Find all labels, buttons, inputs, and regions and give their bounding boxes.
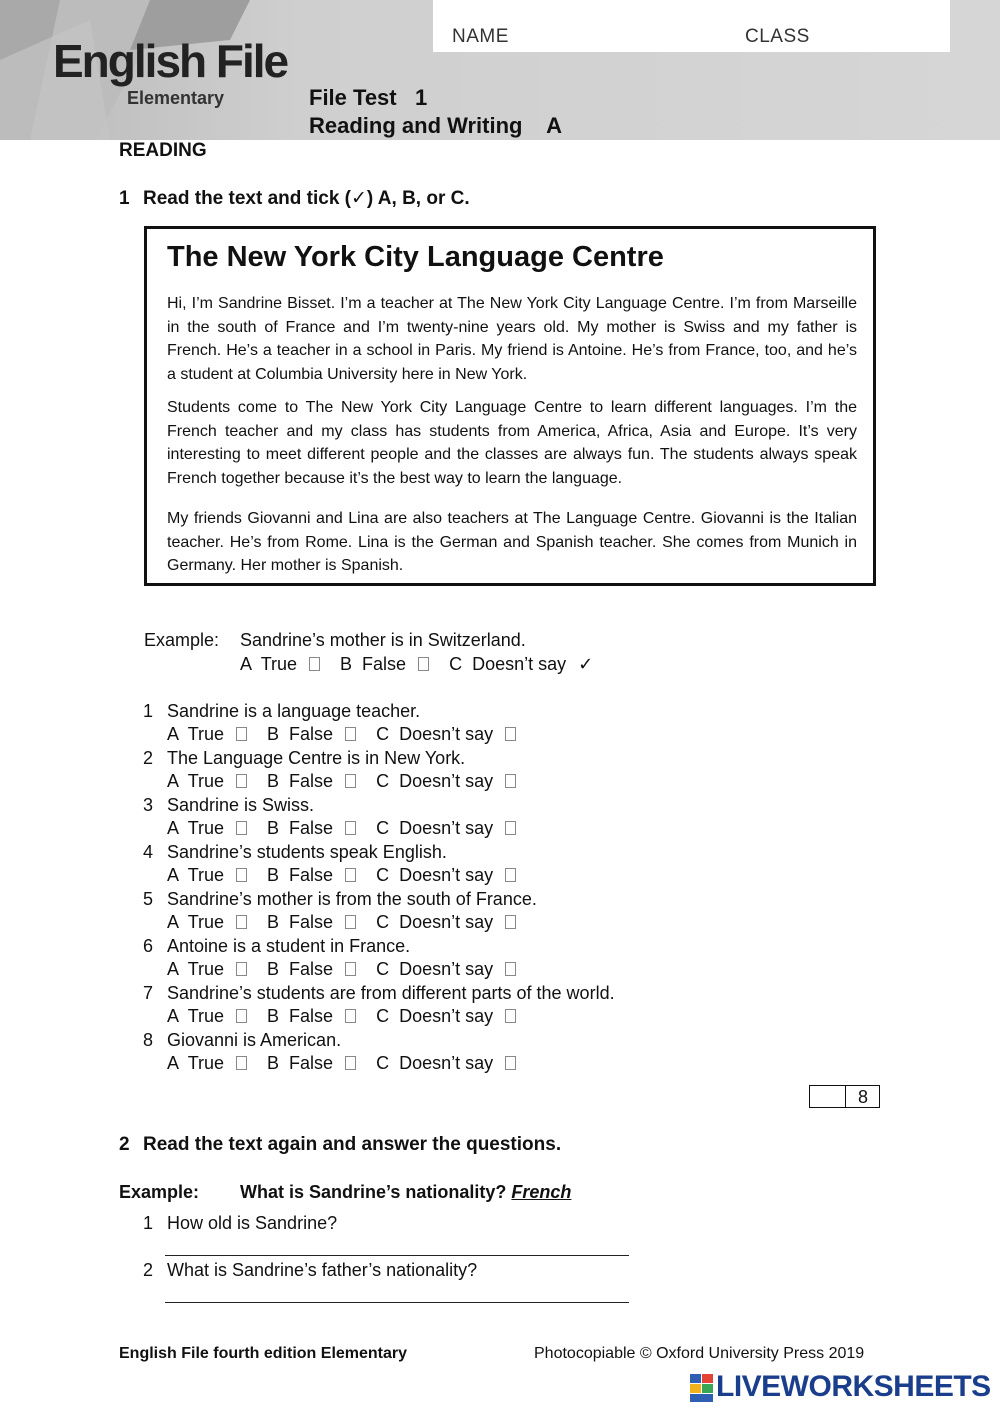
liveworksheets-logo-icon [690, 1374, 714, 1404]
option-c-label: C Doesn’t say [376, 724, 494, 744]
item-text: How old is Sandrine? [167, 1213, 338, 1233]
tick-box [418, 657, 429, 671]
item-text: Sandrine’s students are from different parts of the world. [167, 983, 615, 1003]
class-label: CLASS [745, 26, 810, 47]
question-item [143, 1030, 341, 1051]
option-b-label: B False [267, 1006, 334, 1026]
option-a-label: A True [167, 912, 225, 932]
score-box [809, 1085, 880, 1108]
option-a-checkbox[interactable] [236, 1056, 247, 1070]
item-options [167, 1006, 536, 1027]
logo-title: English File [53, 35, 288, 87]
option-b-checkbox[interactable] [345, 868, 356, 882]
test-title-line2: Reading and Writing A [309, 113, 562, 138]
question-number: 2 [119, 1134, 130, 1155]
option-a-label: A True [167, 1053, 225, 1073]
option-b-label: B False [267, 959, 334, 979]
option-c-label: C Doesn’t say [376, 1006, 494, 1026]
logo-subtitle: Elementary [127, 88, 225, 108]
option-c-label: C Doesn’t say [376, 912, 494, 932]
score-total: 8 [857, 1087, 868, 1107]
option-a-label: A True [240, 654, 298, 674]
reading-paragraph: Hi, I’m Sandrine Bisset. I’m a teacher at The New York City Language Centre. I’m from Marseille in the south of France and I’m twenty-nine years old. My mother is Swiss and my father is French. He’s a teacher in a school in Paris. My friend is Antoine. He’s from France, too, and he’s a student at Columbia University here in New York. [167, 295, 857, 384]
tick-box [309, 657, 320, 671]
question-item [143, 1213, 337, 1234]
option-c-checkbox[interactable] [505, 727, 516, 741]
option-a-label: A True [167, 818, 225, 838]
item-number: 1 [143, 701, 154, 721]
option-a-checkbox[interactable] [236, 727, 247, 741]
footer-left: English File fourth edition Elementary [119, 1345, 408, 1362]
item-number: 2 [143, 1260, 154, 1280]
item-options [167, 1053, 536, 1074]
item-options [167, 912, 536, 933]
item-number: 1 [143, 1213, 154, 1233]
question-1-instruction: Read the text and tick (✓) A, B, or C. [143, 188, 470, 209]
liveworksheets-text: LIVEWORKSHEETS [716, 1370, 991, 1403]
option-b-label: B False [267, 724, 334, 744]
name-class-box [433, 0, 950, 52]
question-item [143, 748, 465, 769]
option-a-checkbox[interactable] [236, 1009, 247, 1023]
option-c-checkbox[interactable] [505, 1009, 516, 1023]
item-number: 8 [143, 1030, 154, 1050]
item-text: What is Sandrine’s father’s nationality? [167, 1260, 478, 1280]
option-b-label: B False [340, 654, 407, 674]
option-c-label: C Doesn’t say [376, 818, 494, 838]
option-b-checkbox[interactable] [345, 915, 356, 929]
option-c-label: C Doesn’t say [376, 959, 494, 979]
example-label: Example: [119, 1182, 200, 1202]
item-number: 7 [143, 983, 154, 1003]
option-a-checkbox[interactable] [236, 821, 247, 835]
item-options [167, 771, 536, 792]
item-text: Antoine is a student in France. [167, 936, 411, 956]
question-item [143, 936, 410, 957]
item-options [167, 724, 536, 745]
example-options [240, 654, 593, 675]
example-label: Example: [144, 630, 220, 650]
question-item [143, 842, 447, 863]
item-text: Sandrine is Swiss. [167, 795, 315, 815]
option-c-label: C Doesn’t say [376, 771, 494, 791]
option-b-checkbox[interactable] [345, 727, 356, 741]
reading-paragraph: My friends Giovanni and Lina are also teachers at The Language Centre. Giovanni is the Italian teacher. He’s from Rome. Lina is the German and Spanish teacher. She comes from Munich in Germany. Her mother is Spanish. [167, 510, 857, 575]
item-text: Sandrine’s mother is from the south of France. [167, 889, 537, 909]
item-options [167, 818, 536, 839]
option-c-checkbox[interactable] [505, 1056, 516, 1070]
option-b-label: B False [267, 912, 334, 932]
option-b-label: B False [267, 1053, 334, 1073]
answer-line[interactable] [165, 1302, 629, 1303]
option-a-checkbox[interactable] [236, 868, 247, 882]
option-a-label: A True [167, 1006, 225, 1026]
reading-text-title: The New York City Language Centre [167, 241, 664, 273]
test-title [309, 84, 562, 140]
item-text: Sandrine is a language teacher. [167, 701, 421, 721]
reading-text-box [144, 226, 876, 586]
option-c-checkbox[interactable] [505, 915, 516, 929]
option-b-label: B False [267, 771, 334, 791]
test-title-line1: File Test 1 [309, 85, 428, 110]
option-b-checkbox[interactable] [345, 1009, 356, 1023]
example-answer: French [511, 1182, 572, 1202]
option-a-checkbox[interactable] [236, 915, 247, 929]
option-b-checkbox[interactable] [345, 962, 356, 976]
item-text: Sandrine’s students speak English. [167, 842, 447, 862]
footer-right: Photocopiable © Oxford University Press 2019 [534, 1345, 865, 1362]
question-item [143, 701, 420, 722]
option-a-label: A True [167, 865, 225, 885]
option-c-label: C Doesn’t say [449, 654, 567, 674]
item-text: The Language Centre is in New York. [167, 748, 466, 768]
question-item [143, 795, 314, 816]
item-number: 6 [143, 936, 154, 956]
item-number: 5 [143, 889, 154, 909]
example-row [144, 630, 526, 651]
item-options [167, 865, 536, 886]
question-item [143, 1260, 477, 1281]
question-2-instruction: Read the text again and answer the questions. [143, 1134, 562, 1155]
option-a-label: A True [167, 959, 225, 979]
option-c-checkbox[interactable] [505, 962, 516, 976]
item-number: 2 [143, 748, 154, 768]
option-b-label: B False [267, 818, 334, 838]
item-number: 4 [143, 842, 154, 862]
example-question: What is Sandrine’s nationality? [240, 1182, 507, 1202]
option-b-checkbox[interactable] [345, 774, 356, 788]
option-b-checkbox[interactable] [345, 1056, 356, 1070]
option-c-checkbox[interactable] [505, 868, 516, 882]
example-tick-icon: ✓ [578, 654, 594, 674]
item-options [167, 959, 536, 980]
answer-line[interactable] [165, 1255, 629, 1256]
option-a-checkbox[interactable] [236, 962, 247, 976]
item-number: 3 [143, 795, 154, 815]
item-text: Giovanni is American. [167, 1030, 342, 1050]
reading-paragraph: Students come to The New York City Language Centre to learn different languages. I’m the French teacher and my class has students from America, Africa, Asia and Europe. It’s very interesting to meet different people and the classes are always fun. The students always speak French together because it’s the best way to learn the language. [167, 399, 857, 488]
option-a-label: A True [167, 724, 225, 744]
example-text: Sandrine’s mother is in Switzerland. [240, 630, 526, 650]
question-number: 1 [119, 188, 130, 209]
name-label: NAME [452, 26, 509, 47]
option-c-label: C Doesn’t say [376, 1053, 494, 1073]
option-a-checkbox[interactable] [236, 774, 247, 788]
option-c-checkbox[interactable] [505, 821, 516, 835]
question-2-heading [119, 1134, 561, 1156]
option-a-label: A True [167, 771, 225, 791]
option-c-label: C Doesn’t say [376, 865, 494, 885]
section-heading: READING [119, 140, 207, 161]
question-1-heading [119, 187, 470, 210]
question-item [143, 889, 537, 910]
option-c-checkbox[interactable] [505, 774, 516, 788]
option-b-label: B False [267, 865, 334, 885]
q2-example-row [119, 1182, 571, 1203]
question-item [143, 983, 615, 1004]
option-b-checkbox[interactable] [345, 821, 356, 835]
